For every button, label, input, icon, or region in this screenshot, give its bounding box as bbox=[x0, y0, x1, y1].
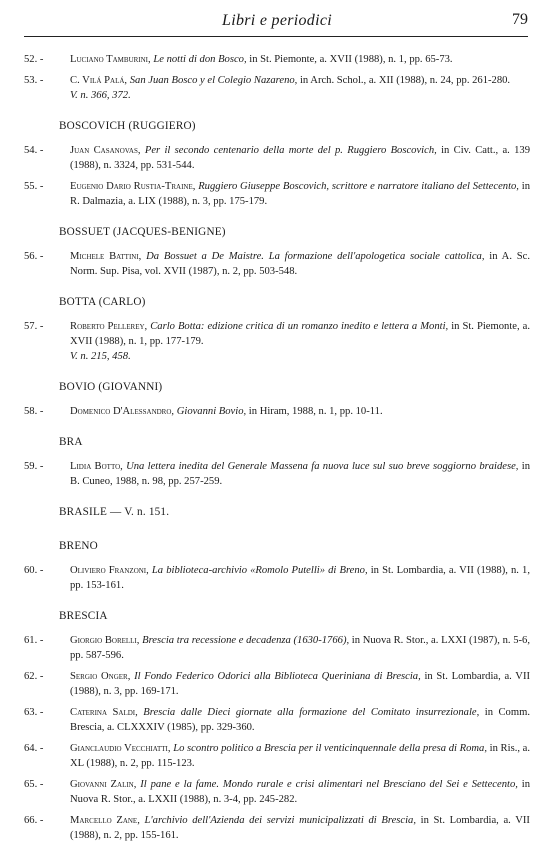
entry-citation: in Hiram, 1988, n. 1, pp. 10-11. bbox=[246, 406, 383, 417]
entry-author: Marcello Zane, bbox=[70, 815, 140, 826]
entry-author: C. Vilá Palá, bbox=[70, 75, 128, 86]
section-heading: BRENO bbox=[59, 540, 98, 552]
entry-title: Le notti di don Bosco, bbox=[153, 54, 247, 65]
entry-number: 63. - bbox=[24, 707, 44, 718]
section-heading: BOSSUET (JACQUES-BENIGNE) bbox=[59, 226, 226, 238]
header-rule bbox=[24, 36, 528, 37]
entry-number: 52. - bbox=[24, 54, 44, 65]
bibliography-entry bbox=[24, 179, 530, 209]
entry-number: 54. - bbox=[24, 145, 44, 156]
entry-citation: in St. Piemonte, a. XVII (1988), n. 1, pp. 177-179. bbox=[70, 321, 530, 347]
entry-title: San Juan Bosco y el Colegio Nazareno, bbox=[129, 75, 298, 86]
entry-citation: in Nuova R. Stor., a. LXXI (1987), n. 5-6, pp. 587-596. bbox=[70, 635, 530, 661]
entry-citation: in St. Lombardia, a. VII (1988), n. 3, pp. 169-171. bbox=[70, 671, 531, 697]
entry-author: Luciano Tamburini, bbox=[70, 54, 151, 65]
entry-author: Roberto Pellerey, bbox=[70, 321, 148, 332]
entry-title: Giovanni Bovio, bbox=[176, 406, 247, 417]
cross-reference: V. n. 215, 458. bbox=[70, 351, 131, 362]
entry-citation: in R. Dalmazia, a. LIX (1988), n. 3, pp. 175-179. bbox=[70, 181, 530, 207]
entry-number: 61. - bbox=[24, 635, 44, 646]
bibliography-entry bbox=[24, 669, 530, 699]
page-number: 79 bbox=[512, 11, 528, 28]
bibliography-entry bbox=[24, 705, 530, 735]
entry-number: 66. - bbox=[24, 815, 44, 826]
entry-author: Oliviero Franzoni, bbox=[70, 565, 149, 576]
entry-title: Il pane e la fame. Mondo rurale e crisi alimentari nel Bresciano del Sei e Settecento, bbox=[140, 779, 518, 790]
entry-number: 53. - bbox=[24, 75, 44, 86]
entry-title: Brescia tra recessione e decadenza (1630-1766), bbox=[142, 635, 350, 646]
entry-citation: in St. Lombardia, a. VII (1988), n. 1, pp. 153-161. bbox=[70, 565, 530, 591]
entry-citation: in B. Cuneo, 1988, n. 98, pp. 257-259. bbox=[70, 461, 530, 487]
entry-number: 65. - bbox=[24, 779, 44, 790]
bibliography-entry bbox=[24, 459, 530, 489]
entry-citation: in St. Piemonte, a. XVII (1988), n. 1, pp. 65-73. bbox=[246, 54, 453, 65]
bibliography-entry bbox=[24, 249, 530, 279]
section-heading: BRASILE — V. n. 151. bbox=[59, 506, 170, 518]
bibliography-entry bbox=[24, 813, 530, 843]
bibliography-entry bbox=[24, 777, 530, 807]
bibliography-entry bbox=[24, 741, 530, 771]
entry-citation: in Comm. Brescia, a. CLXXXIV (1985), pp. 329-360. bbox=[70, 707, 530, 733]
entry-number: 56. - bbox=[24, 251, 44, 262]
entry-title: L'archivio dell'Azienda dei servizi municipalizzati di Brescia, bbox=[144, 815, 416, 826]
entry-author: Michele Battini, bbox=[70, 251, 142, 262]
entry-number: 59. - bbox=[24, 461, 44, 472]
entry-title: Una lettera inedita del Generale Massena fa nuova luce sul suo breve soggiorno braidese, bbox=[126, 461, 519, 472]
entry-author: Juan Casanovas, bbox=[70, 145, 141, 156]
section-heading: BRA bbox=[59, 436, 83, 448]
entry-author: Giovanni Zalin, bbox=[70, 779, 137, 790]
bibliography-entry bbox=[24, 633, 530, 663]
running-title: Libri e periodici bbox=[222, 12, 332, 29]
entry-citation: in Arch. Schol., a. XII (1988), n. 24, pp. 261-280. bbox=[297, 75, 511, 86]
entry-author: Eugenio Dario Rustia-Traine, bbox=[70, 181, 196, 192]
section-heading: BOSCOVICH (RUGGIERO) bbox=[59, 120, 196, 132]
running-head bbox=[24, 10, 530, 36]
entry-author: Sergio Onger, bbox=[70, 671, 131, 682]
entry-author: Domenico D'Alessandro, bbox=[70, 406, 175, 417]
entry-author: Lidia Botto, bbox=[70, 461, 123, 472]
entry-number: 60. - bbox=[24, 565, 44, 576]
entry-number: 58. - bbox=[24, 406, 44, 417]
entry-citation: in St. Lombardia, a. VII (1988), n. 2, pp. 155-161. bbox=[70, 815, 530, 841]
entry-author: Giorgio Borelli, bbox=[70, 635, 140, 646]
cross-reference: V. n. 366, 372. bbox=[70, 90, 131, 101]
entry-citation: in Nuova R. Stor., a. LXXII (1988), n. 3-4, pp. 245-282. bbox=[70, 779, 531, 805]
entry-title: Ruggiero Giuseppe Boscovich, scrittore e narratore italiano del Settecento, bbox=[198, 181, 519, 192]
entry-title: Il Fondo Federico Odorici alla Biblioteca Queriniana di Brescia, bbox=[134, 671, 421, 682]
bibliography-entry bbox=[24, 404, 530, 419]
bibliography-entry bbox=[24, 319, 530, 364]
entry-citation: in Civ. Catt., a. 139 (1988), n. 3324, pp. 531-544. bbox=[70, 145, 530, 171]
section-heading: BRESCIA bbox=[59, 610, 108, 622]
entry-title: Brescia dalle Dieci giornate alla formazione del Comitato insurrezionale, bbox=[143, 707, 480, 718]
entry-author: Gianclaudio Vecchiatti, bbox=[70, 743, 171, 754]
entry-number: 57. - bbox=[24, 321, 44, 332]
entry-title: La biblioteca-archivio «Romolo Putelli» di Breno, bbox=[151, 565, 368, 576]
entry-title: Per il secondo centenario della morte del p. Ruggiero Boscovich, bbox=[144, 145, 437, 156]
bibliography-entry bbox=[24, 73, 530, 103]
bibliography-entry bbox=[24, 563, 530, 593]
section-heading: BOVIO (GIOVANNI) bbox=[59, 381, 163, 393]
entry-title: Da Bossuet a De Maistre. La formazione dell'apologetica sociale cattolica, bbox=[146, 251, 485, 262]
entry-citation: in Ris., a. XL (1988), n. 2, pp. 115-123. bbox=[70, 743, 531, 769]
section-heading: BOTTA (CARLO) bbox=[59, 296, 146, 308]
entry-author: Caterina Saldi, bbox=[70, 707, 138, 718]
bibliography-list bbox=[24, 52, 530, 849]
entry-citation: in A. Sc. Norm. Sup. Pisa, vol. XVII (1987), n. 2, pp. 503-548. bbox=[70, 251, 530, 277]
entry-number: 55. - bbox=[24, 181, 44, 192]
bibliography-entry bbox=[24, 143, 530, 173]
entry-title: Carlo Botta: edizione critica di un romanzo inedito e lettera a Monti, bbox=[150, 321, 449, 332]
entry-title: Lo scontro politico a Brescia per il venticinquennale della presa di Roma, bbox=[173, 743, 487, 754]
entry-number: 64. - bbox=[24, 743, 44, 754]
entry-number: 62. - bbox=[24, 671, 44, 682]
bibliography-entry bbox=[24, 52, 530, 67]
